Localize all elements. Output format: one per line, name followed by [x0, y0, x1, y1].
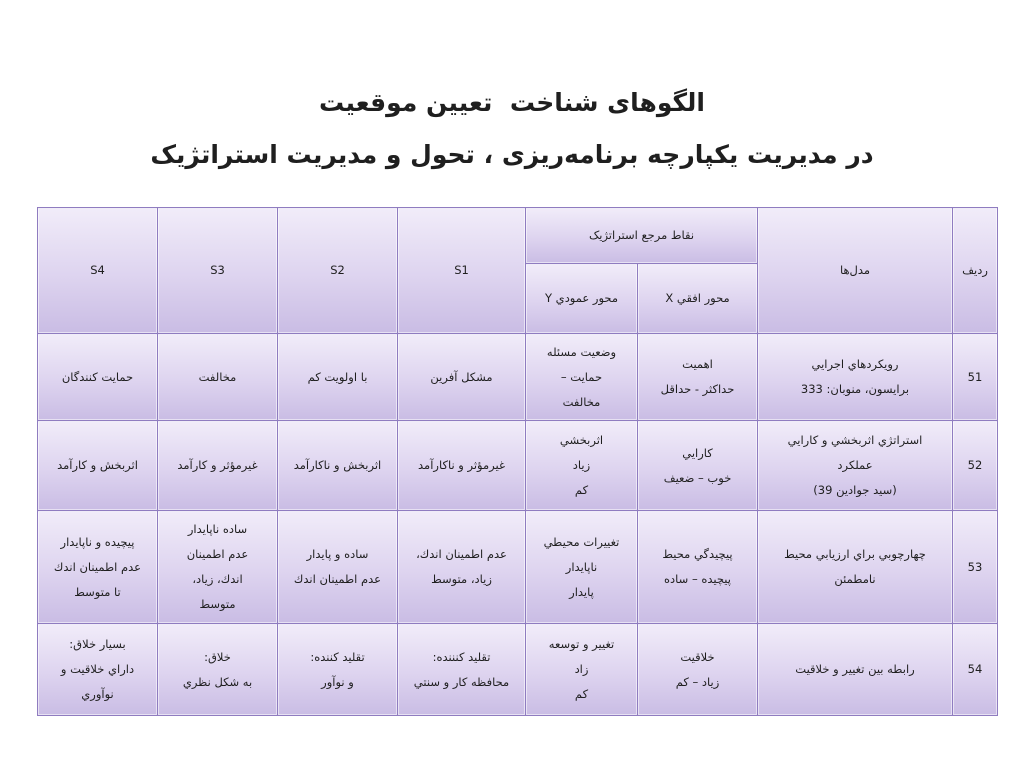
cell-line: پيچيده و ناپايدار — [60, 534, 135, 549]
cell-line: مخالفت — [562, 394, 601, 409]
cell-line: كم — [574, 483, 589, 497]
cell-line: بسيار خلاق: — [69, 637, 126, 651]
header-row — [38, 208, 998, 264]
cell-line: برايسون، منوبان: 333 — [800, 382, 910, 396]
cell-line: ناپايدار — [565, 559, 598, 574]
cell-line: اهميت — [682, 357, 713, 371]
cell-y-axis — [526, 511, 638, 624]
cell-line: و نوآور — [321, 674, 354, 689]
cell-line: ساده ناپايدار — [187, 522, 248, 536]
cell-s4 — [38, 511, 158, 624]
cell-line: عدم اطمينان اندك — [53, 559, 142, 574]
cell-line: نامطمئن — [834, 572, 876, 586]
cell-model — [758, 511, 953, 624]
cell-x-axis — [638, 624, 758, 716]
cell-line: عملكرد — [837, 458, 873, 472]
cell-y-axis — [526, 421, 638, 511]
cell-line: چهارچوبي براي ارزيابي محيط — [784, 547, 926, 561]
cell-line: تغيير و توسعه — [548, 637, 615, 651]
header-x-axis: محور افقي X — [638, 264, 758, 334]
cell-line: تغييرات محيطي — [543, 534, 620, 549]
cell-s1 — [398, 421, 526, 511]
cell-line: كم — [574, 687, 589, 701]
slide-title-line-1: الگوهای شناخت تعیین موقعیت — [319, 88, 705, 117]
cell-line: پايدار — [569, 584, 594, 599]
cell-line: اثربخش و كارآمد — [57, 458, 138, 472]
header-s3: S3 — [158, 208, 278, 334]
cell-line: تقليد كنننده: — [432, 649, 491, 664]
cell-line: استراتژي اثربخشي و كارايي — [787, 433, 923, 447]
slide-title-line-2: در مدیریت یکپارچه برنامه‌ریزی ، تحول و مدیریت استراتژیک — [150, 140, 874, 169]
cell-s3 — [158, 511, 278, 624]
cell-s2 — [278, 624, 398, 716]
cell-s2 — [278, 421, 398, 511]
cell-s4 — [38, 334, 158, 421]
cell-line: عدم اطمينان — [186, 547, 249, 561]
cell-line: با اولويت كم — [307, 369, 368, 384]
cell-line: ساده و پايدار — [306, 547, 369, 561]
cell-line: متوسط — [199, 597, 236, 611]
cell-line: اثربخش و ناكارآمد — [293, 458, 382, 472]
cell-line: داراي خلاقيت و — [60, 662, 135, 676]
header-s1: S1 — [398, 208, 526, 334]
cell-row-number: 54 — [953, 624, 998, 716]
cell-line: حداكثر - حداقل — [660, 382, 735, 396]
header-s4: S4 — [38, 208, 158, 334]
header-y-axis: محور عمودي Y — [526, 264, 638, 334]
cell-row-number: 52 — [953, 421, 998, 511]
cell-line: كارايي — [682, 445, 713, 460]
cell-s2 — [278, 511, 398, 624]
cell-row-number: 51 — [953, 334, 998, 421]
cell-line: عدم اطمينان اندك — [293, 572, 382, 586]
cell-x-axis — [638, 334, 758, 421]
cell-line: خوب – ضعيف — [663, 470, 732, 485]
cell-line: تا متوسط — [74, 584, 121, 599]
cell-line: (سيد جوادين 39) — [813, 483, 897, 497]
cell-line: اثربخشي — [559, 433, 604, 447]
strategic-models-table — [37, 207, 998, 716]
header-s2: S2 — [278, 208, 398, 334]
cell-s2 — [278, 334, 398, 421]
cell-line: مشكل آفرين — [430, 369, 493, 384]
cell-s3 — [158, 334, 278, 421]
cell-line: عدم اطمينان اندك، — [416, 547, 507, 561]
cell-s1 — [398, 511, 526, 624]
header-reference-points: نقاط مرجع استراتژیک — [526, 208, 758, 264]
cell-line: اندك، زياد، — [192, 572, 243, 586]
cell-y-axis — [526, 624, 638, 716]
cell-line: خلاق: — [204, 649, 231, 664]
cell-line: غيرمؤثر و كارآمد — [177, 458, 258, 472]
cell-line: حمايت – — [560, 369, 603, 384]
cell-line: وضعيت مسئله — [546, 344, 617, 359]
cell-model — [758, 421, 953, 511]
cell-s1 — [398, 624, 526, 716]
header-models: مدل‌ها — [758, 208, 953, 334]
cell-line: مخالفت — [198, 369, 237, 384]
cell-line: زاد — [574, 662, 589, 676]
cell-row-number: 53 — [953, 511, 998, 624]
cell-line: تقليد كننده: — [310, 649, 365, 664]
table-row — [38, 421, 998, 511]
cell-x-axis — [638, 421, 758, 511]
cell-line: زياد، متوسط — [431, 572, 492, 586]
cell-line: محافظه كار و سنتي — [413, 674, 510, 689]
header-row-number: ردیف — [953, 208, 998, 334]
cell-x-axis — [638, 511, 758, 624]
cell-s1 — [398, 334, 526, 421]
cell-line: غيرمؤثر و ناكارآمد — [418, 458, 505, 472]
cell-y-axis — [526, 334, 638, 421]
cell-line: نوآوري — [81, 687, 114, 701]
table-row — [38, 334, 998, 421]
table-row — [38, 624, 998, 716]
cell-s3 — [158, 624, 278, 716]
cell-s3 — [158, 421, 278, 511]
cell-line: خلاقيت — [680, 649, 715, 664]
cell-line: پيچيده – ساده — [664, 572, 731, 586]
cell-model — [758, 334, 953, 421]
cell-line: زياد – كم — [675, 674, 720, 689]
cell-model — [758, 624, 953, 716]
cell-s4 — [38, 421, 158, 511]
cell-line: رابطه بين تغيير و خلاقيت — [795, 662, 915, 676]
cell-line: رويكردهاي اجرايي — [811, 357, 899, 371]
cell-line: زياد — [572, 458, 591, 472]
cell-line: حمايت كنندگان — [61, 369, 134, 384]
cell-s4 — [38, 624, 158, 716]
cell-line: به شكل نظري — [182, 674, 253, 689]
table-row — [38, 511, 998, 624]
cell-line: پيچيدگي محيط — [662, 547, 733, 561]
